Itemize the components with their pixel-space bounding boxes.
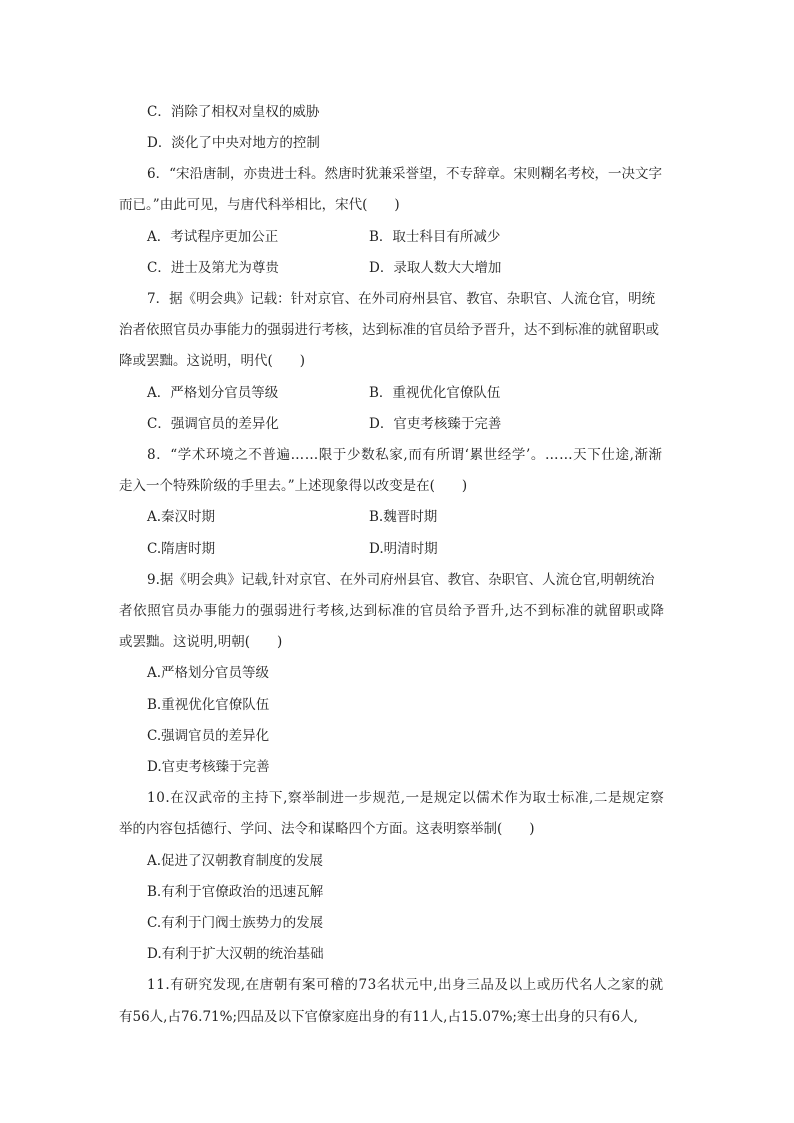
option-a-q9: A.严格划分官员等级 [147, 665, 270, 681]
question-8-stem-cont: 走入一个特殊阶级的手里去。”上述现象得以改变是在( ) [119, 478, 468, 494]
question-7-stem-cont-2: 降或罢黜。这说明，明代( ) [119, 353, 306, 369]
option-d-q6: D．录取人数大大增加 [369, 260, 502, 276]
option-c-q10: C.有利于门阀士族势力的发展 [147, 915, 324, 931]
question-6-stem-cont: 而已。”由此可见，与唐代科举相比，宋代( ) [119, 197, 400, 213]
option-c-q8: C.隋唐时期 [147, 541, 216, 557]
option-b-q10: B.有利于官僚政治的迅速瓦解 [147, 884, 324, 900]
option-c-q6: C．进士及第尤为尊贵 [147, 260, 279, 276]
question-9-stem: 9.据《明会典》记载,针对京官、在外司府州县官、教官、杂职官、人流仓官,明朝统治 [147, 572, 655, 588]
option-d-q7: D．官吏考核臻于完善 [369, 416, 502, 432]
option-d-q8: D.明清时期 [369, 541, 438, 557]
question-9-stem-cont: 者依照官员办事能力的强弱进行考核,达到标准的官员给予晋升,达不到标准的就留职或降 [119, 603, 665, 619]
option-a-q7: A．严格划分官员等级 [147, 385, 279, 401]
question-10-stem-cont: 举的内容包括德行、学问、法令和谋略四个方面。这表明察举制( ) [119, 821, 535, 837]
option-a-q6: A．考试程序更加公正 [147, 229, 279, 245]
option-a-q10: A.促进了汉朝教育制度的发展 [147, 853, 324, 869]
question-11-stem: 11.有研究发现,在唐朝有案可稽的73名状元中,出身三品及以上或历代名人之家的就 [147, 977, 664, 993]
option-b-q6: B．取士科目有所减少 [369, 229, 501, 245]
option-d-q9: D.官吏考核臻于完善 [147, 759, 270, 775]
option-a-q8: A.秦汉时期 [147, 509, 216, 525]
question-9-stem-cont-2: 或罢黜。这说明,明朝( ) [119, 634, 283, 650]
question-7-stem-cont: 治者依照官员办事能力的强弱进行考核，达到标准的官员给予晋升，达不到标准的就留职或 [119, 322, 659, 338]
option-c-q7: C．强调官员的差异化 [147, 416, 279, 432]
option-d-q5: D．淡化了中央对地方的控制 [147, 135, 320, 151]
option-c-q5: C．消除了相权对皇权的威胁 [147, 104, 320, 120]
option-b-q9: B.重视优化官僚队伍 [147, 697, 270, 713]
option-b-q7: B．重视优化官僚队伍 [369, 385, 501, 401]
option-c-q9: C.强调官员的差异化 [147, 728, 270, 744]
question-11-stem-cont: 有56人,占76.71%;四品及以下官僚家庭出身的有11人,占15.07%;寒士出身的只有6人, [119, 1009, 638, 1025]
option-b-q8: B.魏晋时期 [369, 509, 438, 525]
question-6-stem: 6．“宋沿唐制，亦贵进士科。然唐时犹兼采誉望，不专辞章。宋则糊名考校，一决文字 [147, 166, 662, 182]
question-10-stem: 10.在汉武帝的主持下,察举制进一步规范,一是规定以儒术作为取士标准,二是规定察 [147, 790, 665, 806]
option-d-q10: D.有利于扩大汉朝的统治基础 [147, 946, 324, 962]
question-7-stem: 7．据《明会典》记载：针对京官、在外司府州县官、教官、杂职官、人流仓官，明统 [147, 291, 656, 307]
question-8-stem: 8．“学术环境之不普遍……限于少数私家,而有所谓‘累世经学’。……天下仕途,渐渐 [147, 447, 663, 463]
